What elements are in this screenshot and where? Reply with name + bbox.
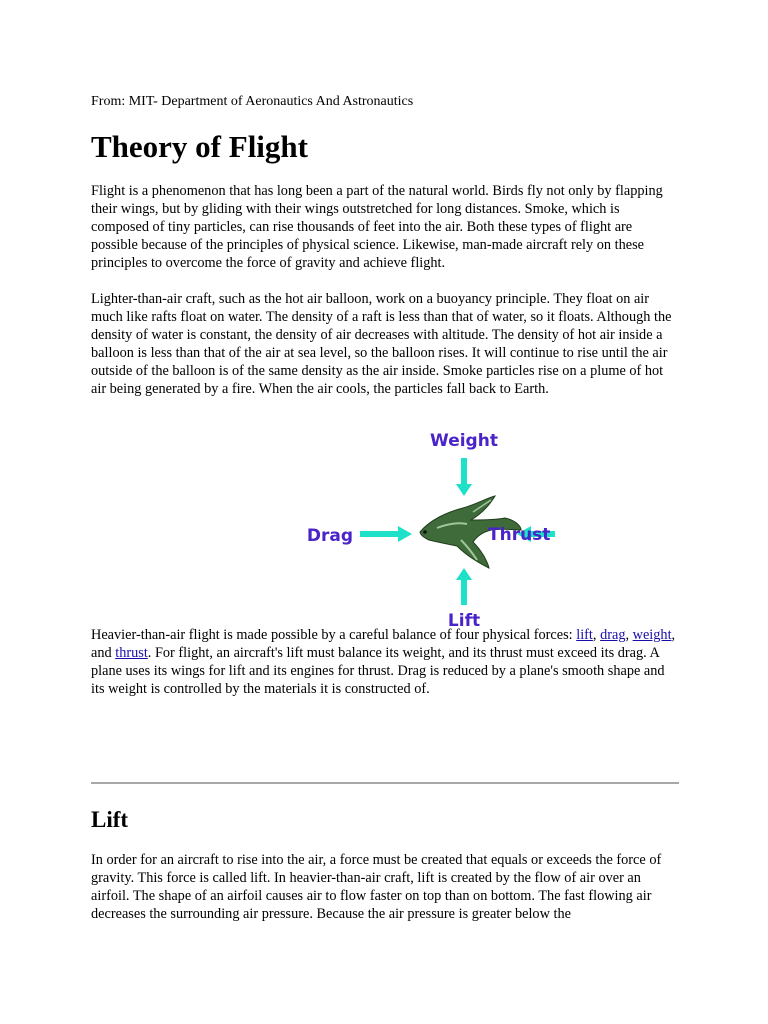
lift-arrow-shaft [461,579,467,605]
heavier-than-air-text-end: . For flight, an aircraft's lift must balance its weight, and its thrust must exceed its drag. A plane uses its wings for lift and its engines for thrust. Drag is reduced by a plane's smooth shape and its weight is controlled by the materials it is constructed of. [91,645,665,697]
thrust-label: Thrust [488,525,551,545]
weight-link[interactable]: weight [632,627,672,643]
link-separator: , [625,627,633,643]
drag-link[interactable]: drag [600,627,626,643]
weight-arrow-head [456,484,472,496]
thrust-label-layer [488,520,558,546]
drag-arrow [360,526,412,542]
lift-label: Lift [447,611,481,630]
link-separator: , and [91,627,676,661]
section-divider [91,782,679,784]
lighter-than-air-paragraph: Lighter-than-air craft, such as the hot air balloon, work on a buoyancy principle. They float on air much like rafts float on water. The density of a raft is less than that of water, so it floats. Although the density of water is constant, the density of air decreases with altitude. The density of hot air inside a balloon is less than that of the air at sea level, so the balloon rises. It will continue to rise until the air outside of the balloon is of the same density as the air inside. Smoke particles rise on a plume of hot air being generated by a fire. When the air cools, the particles fall back to Earth. [91,291,672,397]
drag-label: Drag [306,526,354,546]
heavier-than-air-paragraph [91,626,679,698]
weight-label: Weight [430,431,498,451]
lift-link[interactable]: lift [576,627,593,643]
lift-section-paragraph: In order for an aircraft to rise into the air, a force must be created that equals or exceeds the force of gravity. This force is called lift. In heavier-than-air craft, lift is created by the flow of air over an airfoil. The shape of an airfoil causes air to flow faster on top than on bottom. The fast flowing air decreases the surrounding air pressure. Because the air pressure is greater below the [91,852,662,922]
weight-arrow-shaft [461,458,467,486]
source-line: From: MIT- Department of Aeronautics And Astronautics [91,94,414,109]
weight-arrow [456,458,472,496]
lift-section-heading: Lift [91,807,129,832]
heavier-than-air-text-start: Heavier-than-air flight is made possible by a careful balance of four physical forces: [91,627,577,643]
lift-arrow [456,568,472,605]
page-title: Theory of Flight [91,129,308,164]
link-separator: , [592,627,601,643]
intro-paragraph: Flight is a phenomenon that has long been a part of the natural world. Birds fly not only by flapping their wings, but by gliding with their wings outstretched for long distances. Smoke, which is composed of tiny particles, can rise thousands of feet into the air. Both these types of flight are possible because of the principles of physical science. Likewise, man-made aircraft rely on these principles to overcome the force of gravity and achieve flight. [91,183,663,271]
drag-arrow-shaft [360,531,400,537]
drag-arrow-head [398,526,412,542]
thrust-link[interactable]: thrust [115,645,148,661]
lift-arrow-head [456,568,472,580]
